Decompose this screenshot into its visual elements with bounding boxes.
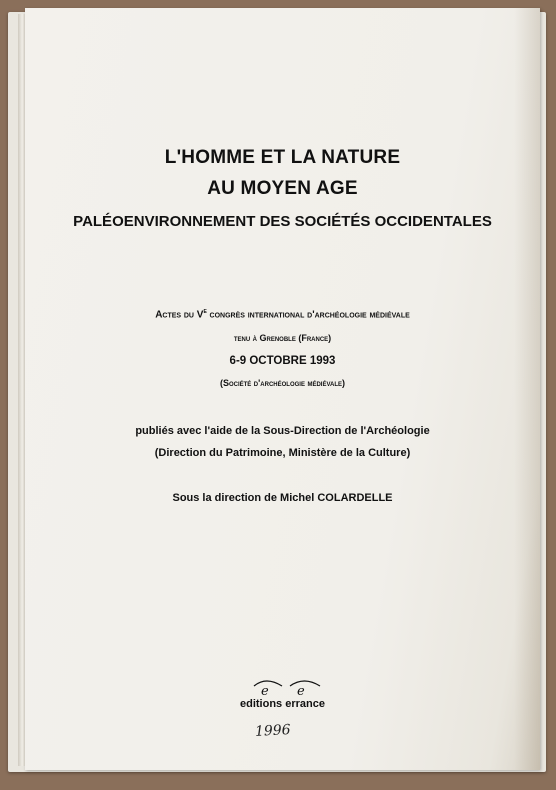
- page-edge-shadow: [514, 8, 540, 770]
- actes-sup: e: [203, 308, 207, 315]
- societe-line: (Société d'archéologie médiévale): [219, 378, 346, 388]
- dates-line: 6-9 OCTOBRE 1993: [229, 355, 336, 367]
- document-page: [25, 8, 540, 770]
- publies-line: publiés avec l'aide de la Sous-Direction de l'Archéologie: [135, 425, 430, 437]
- title-line-1: L'HOMME ET LA NATURE: [164, 147, 401, 168]
- publisher-logo-icon: [252, 678, 322, 698]
- tenu-line: tenu à Grenoble (France): [233, 333, 332, 343]
- actes-rest: congrès international d'archéologie médiévale: [206, 309, 410, 321]
- svg-text:e: e: [261, 684, 269, 698]
- svg-text:e: e: [297, 684, 305, 698]
- editor-line: Sous la direction de Michel COLARDELLE: [172, 492, 393, 504]
- subtitle: PALÉOENVIRONNEMENT DES SOCIÉTÉS OCCIDENTALES: [73, 213, 492, 230]
- title-line-2: AU MOYEN AGE: [207, 178, 358, 199]
- actes-prefix: Actes du V: [155, 309, 204, 321]
- handwritten-year: 1996: [254, 722, 292, 740]
- direction-patrimoine-line: (Direction du Patrimoine, Ministère de la Culture): [154, 447, 411, 459]
- publisher-name: editions errance: [240, 698, 325, 710]
- actes-line: [25, 308, 540, 320]
